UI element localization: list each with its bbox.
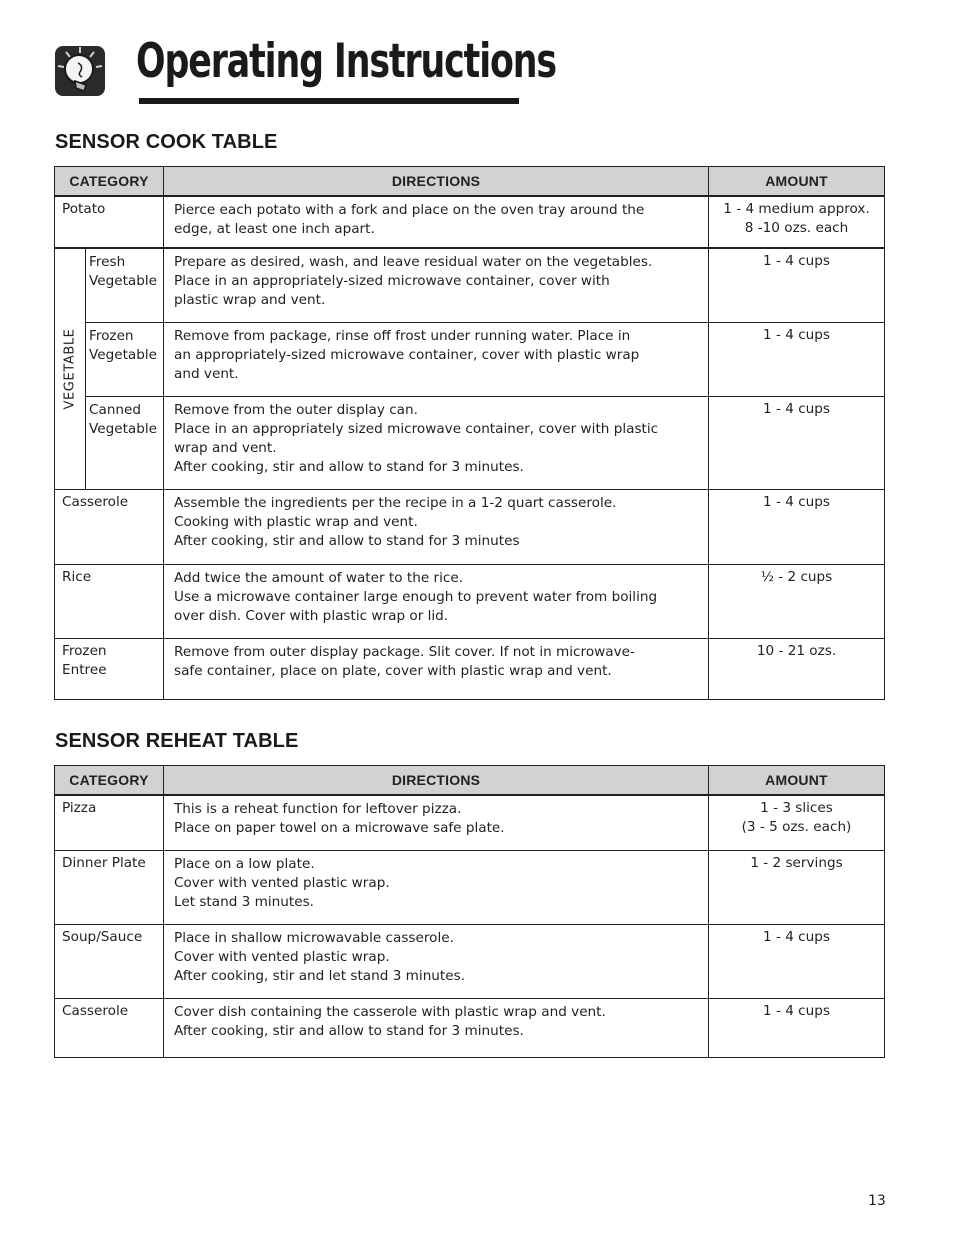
category-line: Vegetable [89, 273, 158, 289]
amount-line: 1 - 4 medium approx. [723, 201, 870, 217]
directions-line: Place in shallow microwavable casserole. [174, 929, 454, 946]
directions-line: Assemble the ingredients per the recipe in a 1-2 quart casserole. [174, 494, 617, 511]
directions-line: After cooking, stir and allow to stand for 3 minutes. [174, 1022, 524, 1039]
amount-line: 1 - 2 servings [750, 854, 843, 871]
table-row [55, 396, 885, 489]
table-row [55, 998, 885, 1057]
directions-cell [164, 489, 709, 564]
amount-cell [709, 196, 885, 248]
column-header-category: CATEGORY [55, 766, 164, 796]
directions-line: Place on paper towel on a microwave safe plate. [174, 820, 505, 836]
table-header-row [55, 766, 885, 796]
category-cell: Dinner Plate [55, 850, 164, 924]
directions-cell [164, 795, 709, 850]
directions-line: Cover with vented plastic wrap. [174, 874, 390, 891]
amount-cell: 1 - 4 cups [709, 489, 885, 564]
directions-line: Pierce each potato with a fork and place on the oven tray around the [174, 202, 645, 218]
amount-cell: 10 - 21 ozs. [709, 638, 885, 699]
directions-line: Remove from the outer display can. [174, 401, 418, 418]
directions-cell [164, 322, 709, 396]
category-line: Casserole [62, 493, 129, 510]
directions-line: This is a reheat function for leftover pizza. [174, 801, 462, 817]
table-row [55, 322, 885, 396]
category-line: Canned [89, 401, 142, 418]
table-row [55, 248, 885, 322]
directions-line: Cooking with plastic wrap and vent. [174, 513, 418, 530]
directions-line: wrap and vent. [174, 439, 277, 456]
amount-cell [709, 850, 885, 924]
category-cell [86, 396, 164, 489]
table-row [55, 638, 885, 699]
directions-line: edge, at least one inch apart. [174, 221, 375, 237]
directions-cell [164, 924, 709, 998]
column-header-directions: DIRECTIONS [164, 766, 709, 796]
category-line: Frozen [89, 327, 134, 344]
table-row [55, 196, 885, 248]
sensor-reheat-heading: SENSOR REHEAT TABLE [55, 730, 299, 752]
amount-line: 1 - 4 cups [763, 928, 830, 945]
category-cell: Soup/Sauce [55, 924, 164, 998]
directions-line: Let stand 3 minutes. [174, 893, 314, 910]
directions-cell [164, 396, 709, 489]
column-header-amount: AMOUNT [709, 766, 885, 796]
amount-cell: 1 - 4 cups [709, 248, 885, 322]
category-line: Entree [62, 661, 107, 678]
amount-line: 1 - 3 slices [760, 800, 833, 816]
directions-line: Use a microwave container large enough to prevent water from boiling [174, 588, 658, 605]
category-cell: Potato [55, 196, 164, 248]
category-line: Vegetable [89, 346, 158, 363]
category-line: Frozen [62, 642, 107, 659]
amount-line: 8 -10 ozs. each [744, 220, 849, 236]
directions-line: After cooking, stir and let stand 3 minutes. [174, 967, 466, 984]
directions-line: Cover with vented plastic wrap. [174, 948, 390, 965]
directions-cell [164, 850, 709, 924]
amount-cell [709, 924, 885, 998]
table-row [55, 850, 885, 924]
directions-cell [164, 638, 709, 699]
amount-cell [709, 998, 885, 1057]
directions-line: and vent. [174, 365, 239, 382]
category-cell [55, 489, 164, 564]
table-row [55, 795, 885, 850]
directions-line: Remove from outer display package. Slit cover. If not in microwave- [174, 643, 635, 660]
directions-cell [164, 564, 709, 638]
category-cell [55, 638, 164, 699]
table-row [55, 924, 885, 998]
directions-cell [164, 998, 709, 1057]
amount-cell: ½ - 2 cups [709, 564, 885, 638]
sensor-cook-table [54, 166, 885, 700]
column-header-category: CATEGORY [55, 167, 164, 197]
category-cell [86, 248, 164, 322]
directions-line: an appropriately-sized microwave container, cover with plastic wrap [174, 346, 640, 363]
vegetable-label-text: VEGETABLE [62, 328, 78, 410]
sensor-cook-heading: SENSOR COOK TABLE [55, 131, 278, 153]
amount-line: (3 - 5 ozs. each) [741, 819, 852, 835]
column-header-directions: DIRECTIONS [164, 167, 709, 197]
directions-line: Cover dish containing the casserole with plastic wrap and vent. [174, 1003, 606, 1020]
directions-line: After cooking, stir and allow to stand for 3 minutes [174, 532, 520, 549]
directions-line: over dish. Cover with plastic wrap or lid. [174, 607, 449, 624]
category-line: Rice [62, 568, 92, 585]
column-header-amount: AMOUNT [709, 167, 885, 197]
directions-line: safe container, place on plate, cover with plastic wrap and vent. [174, 662, 612, 679]
directions-line: Place in an appropriately sized microwave container, cover with plastic [174, 420, 659, 437]
directions-cell [164, 196, 709, 248]
directions-line: After cooking, stir and allow to stand for 3 minutes. [174, 458, 524, 475]
amount-cell: 1 - 4 cups [709, 396, 885, 489]
directions-line: Add twice the amount of water to the rice. [174, 569, 464, 586]
directions-line: Place in an appropriately-sized microwave container, cover with [174, 273, 610, 289]
table-row [55, 564, 885, 638]
page-title: Operating Instructions [136, 34, 557, 89]
amount-cell [709, 795, 885, 850]
amount-line: 1 - 4 cups [763, 1002, 830, 1019]
category-cell: Casserole [55, 998, 164, 1057]
directions-line: Place on a low plate. [174, 855, 315, 872]
category-cell [86, 322, 164, 396]
directions-line: Remove from package, rinse off frost under running water. Place in [174, 327, 631, 344]
category-line: Fresh [89, 254, 126, 270]
amount-cell: 1 - 4 cups [709, 322, 885, 396]
table-row [55, 489, 885, 564]
lightbulb-icon [54, 44, 106, 98]
title-underline [139, 98, 519, 104]
category-cell: Pizza [55, 795, 164, 850]
category-cell [55, 564, 164, 638]
directions-cell [164, 248, 709, 322]
page-number: 13 [868, 1193, 886, 1209]
vegetable-group-label [55, 248, 86, 489]
category-line: Vegetable [89, 420, 158, 437]
table-header-row [55, 167, 885, 197]
directions-line: plastic wrap and vent. [174, 292, 326, 308]
sensor-reheat-table [54, 765, 885, 1058]
directions-line: Prepare as desired, wash, and leave residual water on the vegetables. [174, 254, 653, 270]
